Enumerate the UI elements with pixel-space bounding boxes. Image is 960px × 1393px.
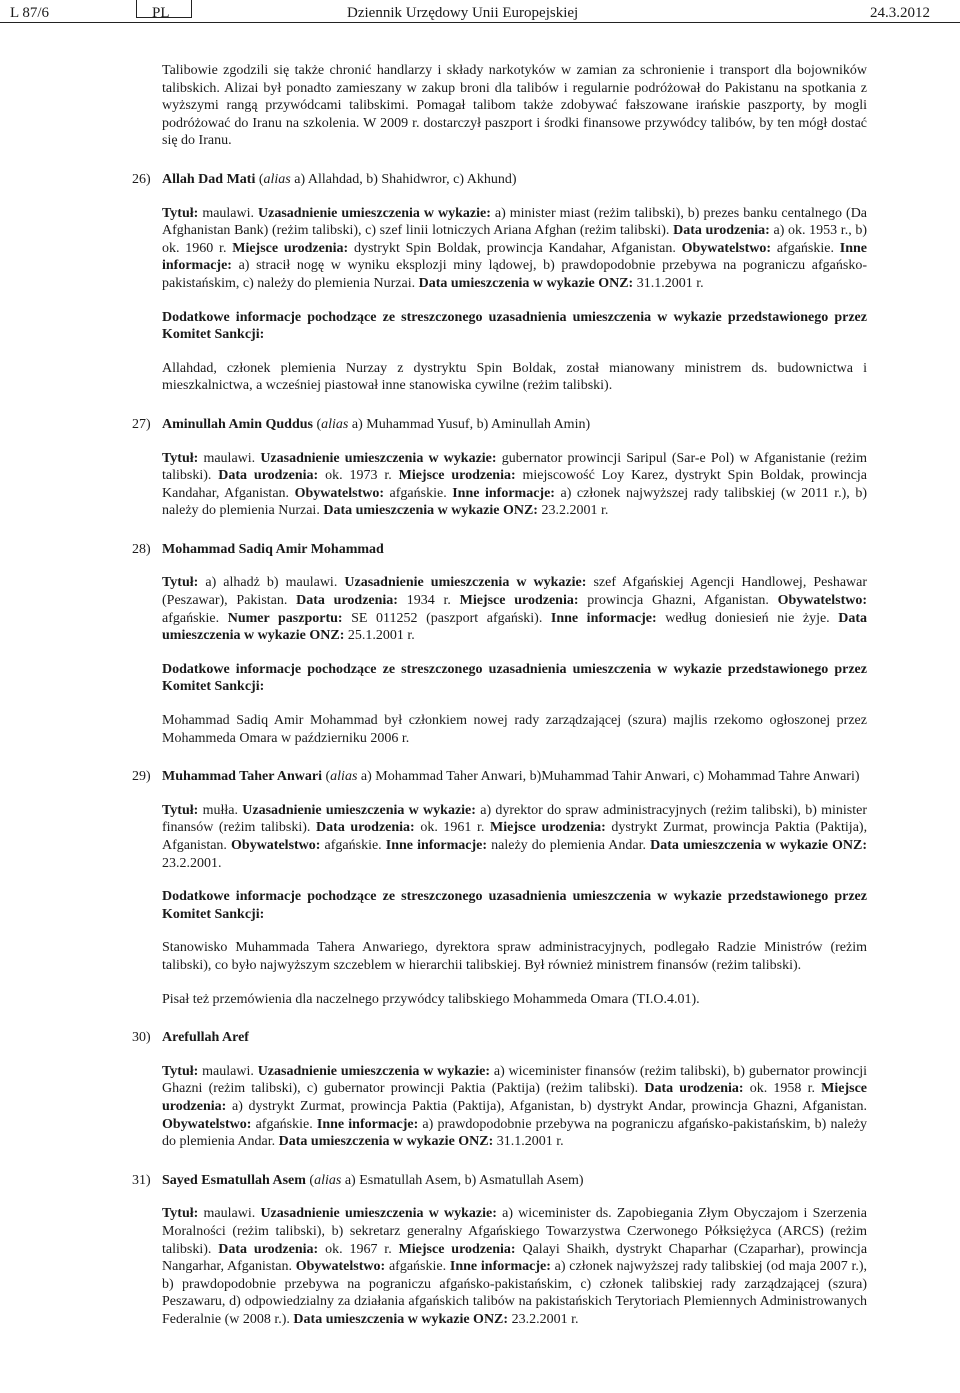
entry-number: 27) [132,416,151,432]
alias-a-marker: a) [351,416,363,432]
reason-value: gubernator prowincji Saripul (Sar-e Pol) w Afganistanie (reżim talibski). [162,450,868,484]
other-info-value: należy do plemienia Andar. [491,838,647,853]
nationality-label: Obywatelstwo: [162,1116,252,1132]
nationality-value: afgańskie. [324,838,382,853]
intro-paragraph: Talibowie zgodzili się także chronić handlarzy i składy narkotyków w zamian za schronienie i transport dla bojowników talibskich. Alizai był ponadto zamieszany w zakup broni dla talibów i regularnie podróżował do Pakistanu na spotkania z wyższymi rangą przywódcami talibskimi. Pomagał talibom także zdobywać fałszowane irańskie paszporty, by mogli podróżować do Iranu na szkolenia. W 2009 r. dostarczył paszport i środki finansowe przywódcy talibów, by ten mógł dostać się do Iranu. [162,63,867,149]
alias-label: alias [314,1172,342,1188]
reason-label: Uzasadnienie umieszczenia w wykazie: [258,205,491,221]
entry-name: Sayed Esmatullah Asem [162,1172,306,1188]
entry-30-details [162,1063,867,1151]
alias-a-marker: a) [294,171,306,187]
title-label: Tytuł: [162,205,199,221]
nationality-label: Obywatelstwo: [294,485,385,501]
nationality-value: afgańskie. [162,610,220,626]
dob-label: Data urodzenia: [316,820,415,836]
dob-label: Data urodzenia: [296,593,398,609]
nationality-label: Obywatelstwo: [231,838,321,853]
pob-value: miejscowość Loy Karez, dystrykt Spin Boldak, prowincja Kandahar, Afganistan. [162,468,868,501]
alias-a-marker: a) [344,1172,356,1188]
pob-label: Miejsce urodzenia: [162,1081,868,1114]
entry-26: 26) Allah Dad Mati (alias a) Allahdad, b) Shahidwror, c) Akhund) [132,171,517,187]
listing-date-label: Data umieszczenia w wykazie ONZ: [418,275,634,291]
dob-label: Data urodzenia: [644,1081,744,1097]
pob-label: Miejsce urodzenia: [232,240,349,256]
listing-date-value: 23.2.2001 r. [541,503,609,519]
title-label: Tytuł: [162,802,199,818]
reason-value: szef Afgańskiej Agencji Handlowej, Peshawar (Peszawar), Pakistan. [162,575,868,609]
dob-label: Data urodzenia: [673,223,770,239]
nationality-value: afgańskie. [776,240,834,256]
page-number: L 87/6 [10,5,50,21]
listing-date-value: 23.2.2001. [162,855,222,871]
pob-value: a) dystrykt Zurmat, prowincja Paktia (Paktija), Afganistan, b) dystrykt Andar, prowincja Ghazni, Afganistan. [231,1098,868,1114]
entry-aliases: Allahdad, b) Shahidwror, c) Akhund) [307,171,517,187]
header-rule [0,22,960,23]
reason-value: a) wiceminister ds. Zapobiegania Złym Obyczajom i Szerzenia Moralności (reżim talibski), b) sekretarz generalny Afgańskiego Towarzystwa Czerwonego Półksiężyca (ARCS) (reżim talibski). [162,1206,868,1257]
entry-27-details [162,450,867,520]
document-body [0,62,960,1328]
title-label: Tytuł: [162,575,199,591]
listing-date-value: 23.2.2001 r. [511,1311,579,1327]
listing-date-label: Data umieszczenia w wykazie ONZ: [162,610,868,644]
pob-label: Miejsce urodzenia: [459,593,579,609]
title-label: Tytuł: [162,1063,199,1079]
entry-29-summary-2: Pisał też przemówienia dla naczelnego przywódcy talibskiego Mohammeda Omara (TI.O.4.01). [162,991,700,1007]
reason-label: Uzasadnienie umieszczenia w wykazie: [260,1206,497,1222]
pob-value: prowincja Ghazni, Afganistan. [587,593,769,609]
entry-aliases: Esmatullah Asem, b) Asmatullah Asem) [359,1172,584,1188]
alias-a-marker: a) [360,769,372,785]
entry-30 [132,1029,867,1047]
page-header [0,0,960,40]
entry-29-details [162,802,867,872]
dob-value: a) ok. 1953 r., b) ok. 1960 r. [162,223,868,256]
nationality-value: afgańskie. [388,1259,447,1275]
reason-value: a) wiceminister finansów (reżim talibski), b) gubernator prowincji Ghazni (reżim talibski), c) gubernator prowincji Paktia (Paktija) (reżim talibski). [162,1063,868,1097]
nationality-label: Obywatelstwo: [295,1259,386,1275]
other-info-label: Inne informacje: [385,838,488,853]
other-info-value: a) członek najwyższej rady talibskiej (od maja 2007 r.), b) prawdopodobnie przebywa na pograniczu afgańsko-pakistańskim, c) członek talibskiej rady zarządzającej (szura) Peszawaru, d) odpowiedzialny za działania afgańskich talibów na pakistańskich Terytoriach Plemiennych Administrowanych Federalnie (w 2008 r.). [162,1259,868,1327]
additional-info-heading: Dodatkowe informacje pochodzące ze streszczonego uzasadnienia umieszczenia w wykazie przedstawionego przez Komitet Sankcji: [162,309,867,343]
entry-aliases: Mohammad Taher Anwari, b)Muhammad Tahir Anwari, c) Mohammad Tahre Anwari) [375,769,860,785]
reason-value: a) minister miast (reżim talibski), b) prezes banku centalnego (Da Afghanistan Bank) (reżim talibski), c) szef linii lotniczych Ariana Afghan (reżim talibski). [162,205,868,239]
entry-number: 26) [132,171,151,187]
other-info-value: a) stracił nogę w wyniku eksplozji miny lądowej, b) prawdopodobnie przebywa na pograniczu afgańsko-pakistańskim, c) należy do plemienia Nurzai. [162,258,867,291]
reason-label: Uzasadnienie umieszczenia w wykazie: [260,450,497,466]
listing-date-label: Data umieszczenia w wykazie ONZ: [650,838,868,853]
reason-value: a) dyrektor do spraw administracyjnych (reżim talibski), b) minister finansów (reżim talibski). [162,802,868,836]
alias-label: alias [263,171,291,187]
title-value: maulawi. [202,1063,254,1079]
other-info-label: Inne informacje: [316,1116,419,1132]
dob-label: Data urodzenia: [218,1241,319,1257]
other-info-value: a) prawdopodobnie przebywa na pograniczu afgańsko-pakistańskim, b) należy do plemienia Andar. [162,1116,868,1150]
dob-label: Data urodzenia: [218,468,319,484]
other-info-label: Inne informacje: [452,485,555,501]
entry-name: Arefullah Aref [162,1030,249,1046]
other-info-label: Inne informacje: [449,1259,551,1275]
alias-label: alias [330,769,358,785]
entry-28-details [162,574,867,644]
pob-value: dystrykt Spin Boldak, prowincja Kandahar, Afganistan. [353,240,676,256]
listing-date-value: 31.1.2001 r. [496,1134,564,1150]
pob-label: Miejsce urodzenia: [490,820,606,836]
other-info-label: Inne informacje: [162,240,868,274]
other-info-label: Inne informacje: [550,610,657,626]
entry-28-summary: Mohammad Sadiq Amir Mohammad był członkiem nowej rady zarządzającej (szura) majlis rzekomo ogłoszonej przez Mohammeda Omara w październiku 2006 r. [162,713,867,746]
passport-value: SE 011252 (paszport afgański). [351,610,543,626]
entry-26-details [162,205,867,293]
title-value: mułła. [202,802,238,818]
dob-value: ok. 1967 r. [325,1241,392,1257]
listing-date-value: 25.1.2001 r. [347,628,415,644]
nationality-value: afgańskie. [389,485,447,501]
dob-value: ok. 1973 r. [325,468,392,484]
reason-label: Uzasadnienie umieszczenia w wykazie: [257,1063,491,1079]
title-value: maulawi. [202,205,255,221]
language-code: PL [152,5,170,21]
entry-29: 29) Muhammad Taher Anwari (alias a) Mohammad Taher Anwari, b)Muhammad Tahir Anwari, c) Mohammad Tahre Anwari) [132,769,860,785]
entry-aliases: Muhammad Yusuf, b) Aminullah Amin) [366,416,591,432]
title-value: a) alhadż b) maulawi. [205,575,338,591]
entry-31: 31) Sayed Esmatullah Asem (alias a) Esmatullah Asem, b) Asmatullah Asem) [132,1172,584,1188]
entry-name: Allah Dad Mati [162,171,256,187]
listing-date-value: 31.1.2001 r. [636,275,704,291]
passport-label: Numer paszportu: [227,610,343,626]
entry-26-summary: Allahdad, członek plemienia Nurzay z dystryktu Spin Boldak, został mianowany ministrem ds. budownictwa i mieszkalnictwa, a wcześniej piastował inne stanowiska cywilne (reżim talibski). [162,360,867,394]
entry-28 [132,541,867,559]
pob-label: Miejsce urodzenia: [398,468,516,484]
title-value: maulawi. [203,450,256,466]
additional-info-heading: Dodatkowe informacje pochodzące ze streszczonego uzasadnienia umieszczenia w wykazie przedstawionego przez Komitet Sankcji: [162,661,867,695]
nationality-label: Obywatelstwo: [777,593,868,609]
reason-label: Uzasadnienie umieszczenia w wykazie: [242,802,476,818]
other-info-value: a) członek najwyższej rady talibskiej (w 2011 r.), b) należy do plemienia Nurzai. [162,485,867,519]
dob-value: ok. 1961 r. [420,820,485,836]
journal-title: Dziennik Urzędowy Unii Europejskiej [347,5,579,21]
alias-label: alias [321,416,349,432]
entry-27: 27) Aminullah Amin Quddus (alias a) Muhammad Yusuf, b) Aminullah Amin) [132,416,591,432]
entry-number: 30) [132,1030,151,1046]
nationality-value: afgańskie. [255,1116,313,1132]
additional-info-heading: Dodatkowe informacje pochodzące ze streszczonego uzasadnienia umieszczenia w wykazie przedstawionego przez Komitet Sankcji: [162,889,867,922]
pob-label: Miejsce urodzenia: [398,1241,516,1257]
publication-date: 24.3.2012 [870,5,930,21]
dob-value: ok. 1958 r. [749,1081,815,1097]
reason-label: Uzasadnienie umieszczenia w wykazie: [344,575,587,591]
listing-date-label: Data umieszczenia w wykazie ONZ: [278,1134,494,1150]
pob-value: dystrykt Zurmat, prowincja Paktia (Paktija), Afganistan. [162,820,868,853]
entry-name: Aminullah Amin Quddus [162,416,313,432]
listing-date-label: Data umieszczenia w wykazie ONZ: [323,503,538,519]
entry-name: Muhammad Taher Anwari [162,769,322,785]
title-label: Tytuł: [162,1206,199,1222]
entry-name: Mohammad Sadiq Amir Mohammad [162,541,384,557]
nationality-label: Obywatelstwo: [681,240,772,256]
listing-date-label: Data umieszczenia w wykazie ONZ: [293,1311,509,1327]
entry-29-summary: Stanowisko Muhammada Tahera Anwariego, dyrektora spraw administracyjnych, podlegało Radzie Ministrów (reżim talibski), co było najwyższym szczeblem w hierarchii talibskiej. Był również ministrem finansów (reżim talibski). [162,940,867,973]
title-value: maulawi. [203,1206,256,1222]
title-label: Tytuł: [162,450,199,466]
other-info-value: według doniesień nie żyje. [665,610,830,626]
entry-number: 29) [132,769,151,785]
pob-value: Qalayi Shaikh, dystrykt Chaparhar (Czaparhar), prowincja Nangarhar, Afganistan. [162,1241,868,1275]
entry-number: 28) [132,541,151,557]
dob-value: 1934 r. [406,593,451,609]
entry-number: 31) [132,1172,151,1188]
entry-31-details [162,1205,867,1328]
